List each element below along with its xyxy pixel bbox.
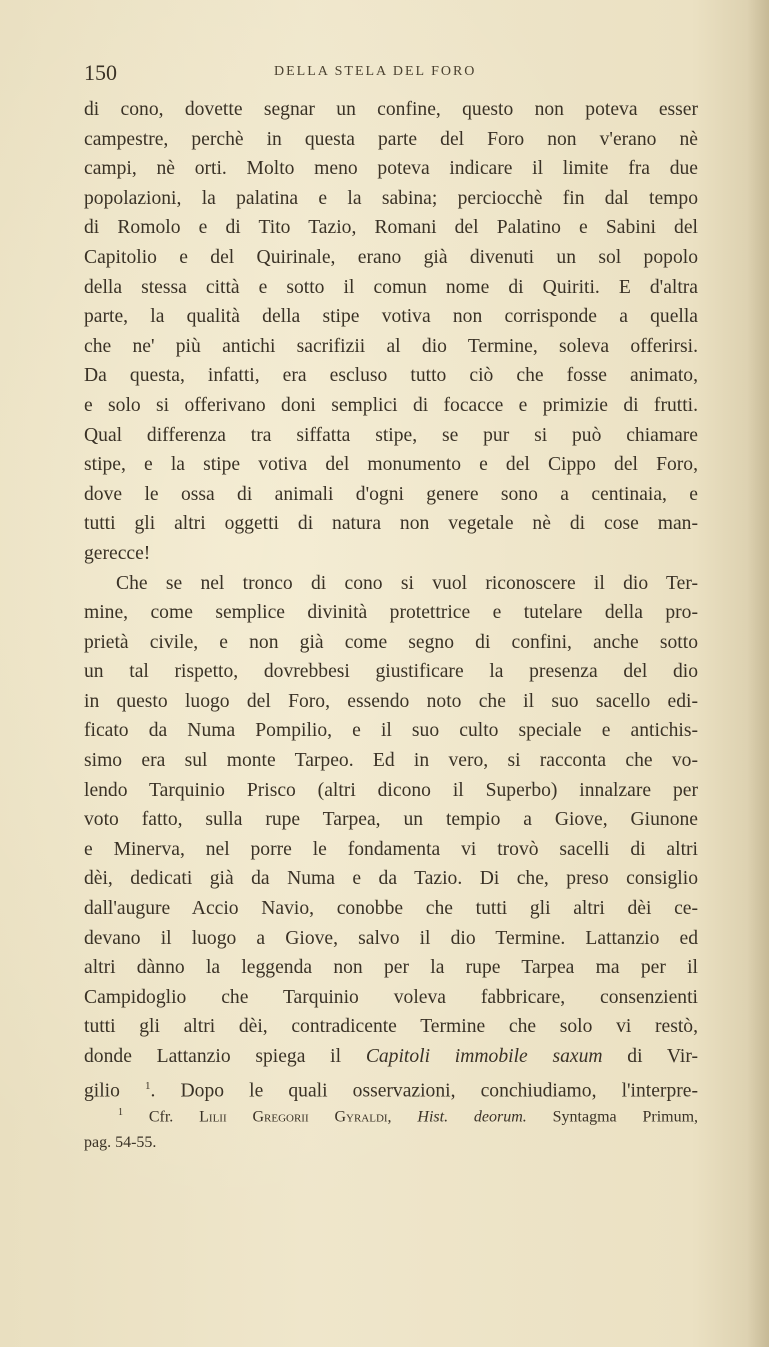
text-line: lendo Tarquinio Prisco (altri dicono il Superbo) innalzare per [84, 779, 698, 801]
text-line: dove le ossa di animali d'ogni genere sono a centinaia, e [84, 483, 698, 505]
text-line: mine, come semplice divinità protettrice e tutelare della pro- [84, 602, 698, 624]
text-fragment: . Dopo le quali osservazioni, conchiudiamo, l'interpre- [150, 1080, 699, 1102]
text-fragment: donde Lattanzio spiega il [84, 1046, 366, 1067]
text-line: gerecce! [84, 542, 151, 564]
footnote-rest: Syntagma Primum, [552, 1108, 699, 1126]
footnote-cfr: Cfr. [148, 1108, 174, 1126]
text-line: Qual differenza tra siffatta stipe, se pur si può chiamare [84, 424, 698, 446]
text-line: campi, nè orti. Molto meno poteva indicare il limite fra due [84, 158, 698, 180]
text-line: tutti gli altri oggetti di natura non vegetale nè di cose man- [84, 513, 698, 535]
text-line: e solo si offerivano doni semplici di focacce e primizie di frutti. [84, 394, 698, 416]
italic-quote: Capitoli immobile saxum [365, 1046, 603, 1067]
footnotes [84, 1100, 698, 1156]
text-line [84, 1042, 698, 1072]
running-title: DELLA STELA DEL FORO [274, 64, 477, 79]
body-text [84, 95, 698, 1101]
text-line: voto fatto, sulla rupe Tarpea, un tempio a Giove, Giunone [84, 809, 698, 831]
text-line: prietà civile, e non già come segno di confini, anche sotto [84, 631, 698, 653]
text-line: popolazioni, la palatina e la sabina; perciocchè fin dal tempo [84, 187, 698, 209]
footnote-marker: 1 [118, 1107, 123, 1118]
text-line [84, 1072, 698, 1102]
footnote-author: Lilii Gregorii Gyraldi, [199, 1108, 392, 1126]
text-fragment: di Vir- [602, 1046, 698, 1067]
text-line: della stessa città e sotto il comun nome di Quiriti. E d'altra [84, 276, 698, 298]
page-header [84, 60, 696, 88]
text-line: devano il luogo a Giove, salvo il dio Termine. Lattanzio ed [84, 927, 698, 949]
text-line: un tal rispetto, dovrebbesi giustificare la presenza del dio [84, 661, 698, 683]
text-line: altri dànno la leggenda non per la rupe Tarpea ma per il [84, 957, 698, 979]
text-line: stipe, e la stipe votiva del monumento e del Cippo del Foro, [84, 454, 698, 476]
text-line: che ne' più antichi sacrifizii al dio Termine, soleva offerirsi. [84, 335, 698, 357]
page-number: 150 [84, 60, 117, 85]
footnote-reference: 1 [145, 1079, 151, 1092]
footnote-line: pag. 54-55. [84, 1134, 157, 1152]
text-fragment: gilio [84, 1080, 146, 1102]
text-line: e Minerva, nel porre le fondamenta vi trovò sacelli di altri [84, 838, 698, 860]
text-line: ficato da Numa Pompilio, e il suo culto speciale e antichis- [84, 720, 698, 742]
page-edge-shadow [747, 0, 769, 1347]
text-line: Campidoglio che Tarquinio voleva fabbricare, consenzienti [84, 986, 698, 1008]
text-line: di cono, dovette segnar un confine, questo non poteva esser [84, 99, 698, 120]
text-line: Da questa, infatti, era escluso tutto ciò che fosse animato, [84, 365, 698, 387]
footnote-line [84, 1100, 698, 1130]
text-line: tutti gli altri dèi, contradicente Termine che solo vi restò, [84, 1016, 698, 1038]
text-line: dèi, dedicati già da Numa e da Tazio. Di che, preso consiglio [84, 868, 698, 890]
text-line: dall'augure Accio Navio, conobbe che tutti gli altri dèi ce- [84, 898, 698, 920]
text-line: in questo luogo del Foro, essendo noto che il suo sacello edi- [84, 690, 698, 712]
text-line: Che se nel tronco di cono si vuol riconoscere il dio Ter- [116, 572, 698, 594]
text-line: campestre, perchè in questa parte del Foro non v'erano nè [84, 128, 698, 150]
text-line: Capitolio e del Quirinale, erano già divenuti un sol popolo [84, 246, 698, 268]
text-line: di Romolo e di Tito Tazio, Romani del Palatino e Sabini del [84, 217, 698, 239]
text-line: simo era sul monte Tarpeo. Ed in vero, si racconta che vo- [84, 750, 698, 772]
footnote-title: Hist. deorum. [417, 1108, 527, 1126]
text-line: parte, la qualità della stipe votiva non corrisponde a quella [84, 306, 698, 328]
